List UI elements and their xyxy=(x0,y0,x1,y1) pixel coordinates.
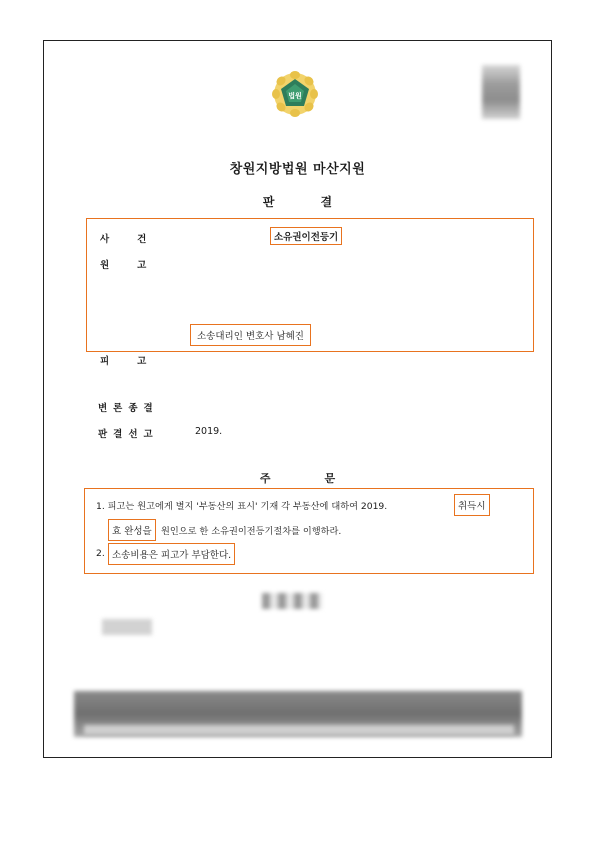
ruling-line-3-tag: 소송비용은 피고가 부담한다. xyxy=(108,543,235,565)
closing-label: 변론종결 xyxy=(98,403,159,414)
plaintiff-label: 원고 xyxy=(100,260,175,271)
attorney-name: 소송대리인 변호사 남혜진 xyxy=(190,324,311,346)
court-name: 창원지방법원 마산지원 xyxy=(229,162,366,177)
verdict-label: 판결선고 xyxy=(98,429,159,440)
redacted-date xyxy=(262,593,322,609)
emblem-text: 법원 xyxy=(288,92,302,100)
redacted-signature xyxy=(102,619,152,635)
document-title: 판결 xyxy=(262,195,379,209)
redacted-stamp xyxy=(482,65,520,119)
verdict-date: 2019. xyxy=(195,426,223,437)
case-value: 소유권이전등기 xyxy=(270,227,342,245)
ruling-title: 주문 xyxy=(259,472,390,485)
court-emblem-icon xyxy=(268,69,322,119)
redacted-footer-bottom xyxy=(84,725,514,735)
ruling-line-3-number: 2. xyxy=(96,548,105,559)
ruling-line-2: 원인으로 한 소유권이전등기절차를 이행하라. xyxy=(161,526,342,537)
ruling-line-2-tag: 효 완성을 xyxy=(108,519,156,541)
ruling-line-1-tag: 취득시 xyxy=(454,494,490,516)
case-label: 사건 xyxy=(100,234,175,245)
defendant-label: 피고 xyxy=(100,356,175,367)
ruling-line-1: 1. 피고는 원고에게 별지 '부동산의 표시' 기재 각 부동산에 대하여 2019. xyxy=(96,501,388,512)
judgment-page xyxy=(43,40,552,758)
